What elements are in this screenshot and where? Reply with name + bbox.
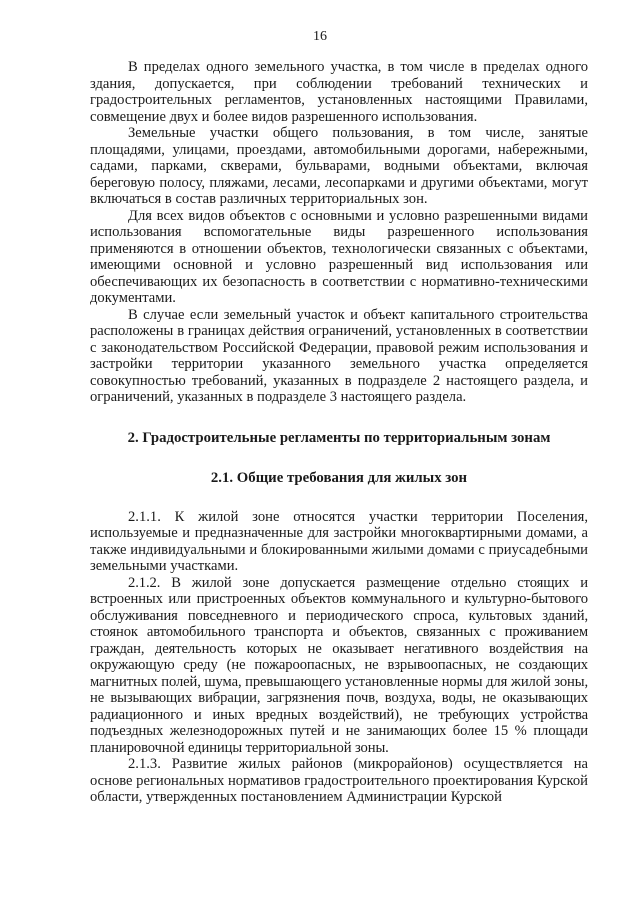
page-number: 16 [313, 29, 327, 44]
paragraph-2-1-2: 2.1.2. В жилой зоне допускается размещение отдельно стоящих и встроенных или пристроенных объектов коммунального и культурно-бытового обслуживания повседневного и периодического спроса, культовых зданий, стоянок автомобильного транспорта и объектов, связанных с проживанием граждан, деятельность которых не оказывает негативного воздействия на окружающую среду (не пожароопасных, не взрывоопасных, не создающих магнитных полей, шума, превышающего установленные нормы для жилой зоны, не вызывающих вибрации, загрязнения почв, воздуха, воды, не оказывающих радиационного и иных вредных воздействий), не требующих устройства подъездных железнодорожных путей и не занимающих более 15 % площади планировочной единицы территориальной зоны. [90, 574, 588, 756]
paragraph-2-1-3: 2.1.3. Развитие жилых районов (микрорайонов) осуществляется на основе региональных нормативов градостроительного проектирования Курской области, утвержденных постановлением Администрации Курской [90, 756, 588, 805]
paragraph-2-1-1: 2.1.1. К жилой зоне относятся участки территории Поселения, используемые и предназначенные для застройки многоквартирными домами, а также индивидуальными и блокированными жилыми домами с приусадебными земельными участками. [90, 508, 588, 574]
paragraph-auxiliary-uses: Для всех видов объектов с основными и условно разрешенными видами использования вспомогательные виды разрешенного использования применяются в отношении объектов, технологически связанных с объектами, имеющими основной и условно разрешенный вид использования или обеспечивающих их безопасность в соответствии с нормативно-техническими документами. [90, 207, 588, 306]
paragraph-restrictions: В случае если земельный участок и объект капитального строительства расположены в границах действия ограничений, установленных в соответствии с законодательством Российской Федерации, правовой режим использования и застройки территории указанного земельного участка определяется совокупностью требований, указанных в подразделе 2 настоящего раздела, и ограничений, указанных в подразделе 3 настоящего раздела. [90, 306, 588, 405]
section-heading: 2. Градостроительные регламенты по территориальным зонам [127, 429, 551, 446]
paragraph-public-land: Земельные участки общего пользования, в том числе, занятые площадями, улицами, проездами, автомобильными дорогами, набережными, садами, парками, скверами, бульварами, водными объектами, включая береговую полосу, пляжами, лесами, лесопарками и другими объектами, могут включаться в состав различных территориальных зон. [90, 125, 588, 207]
subsection-heading: 2.1. Общие требования для жилых зон [210, 469, 468, 486]
paragraph-combined-use: В пределах одного земельного участка, в том числе в пределах одного здания, допускается, при соблюдении требований технических и градостроительных регламентов, установленных настоящими Правилами, совмещение двух и более видов разрешенного использования. [90, 59, 588, 125]
document-body [90, 59, 588, 806]
